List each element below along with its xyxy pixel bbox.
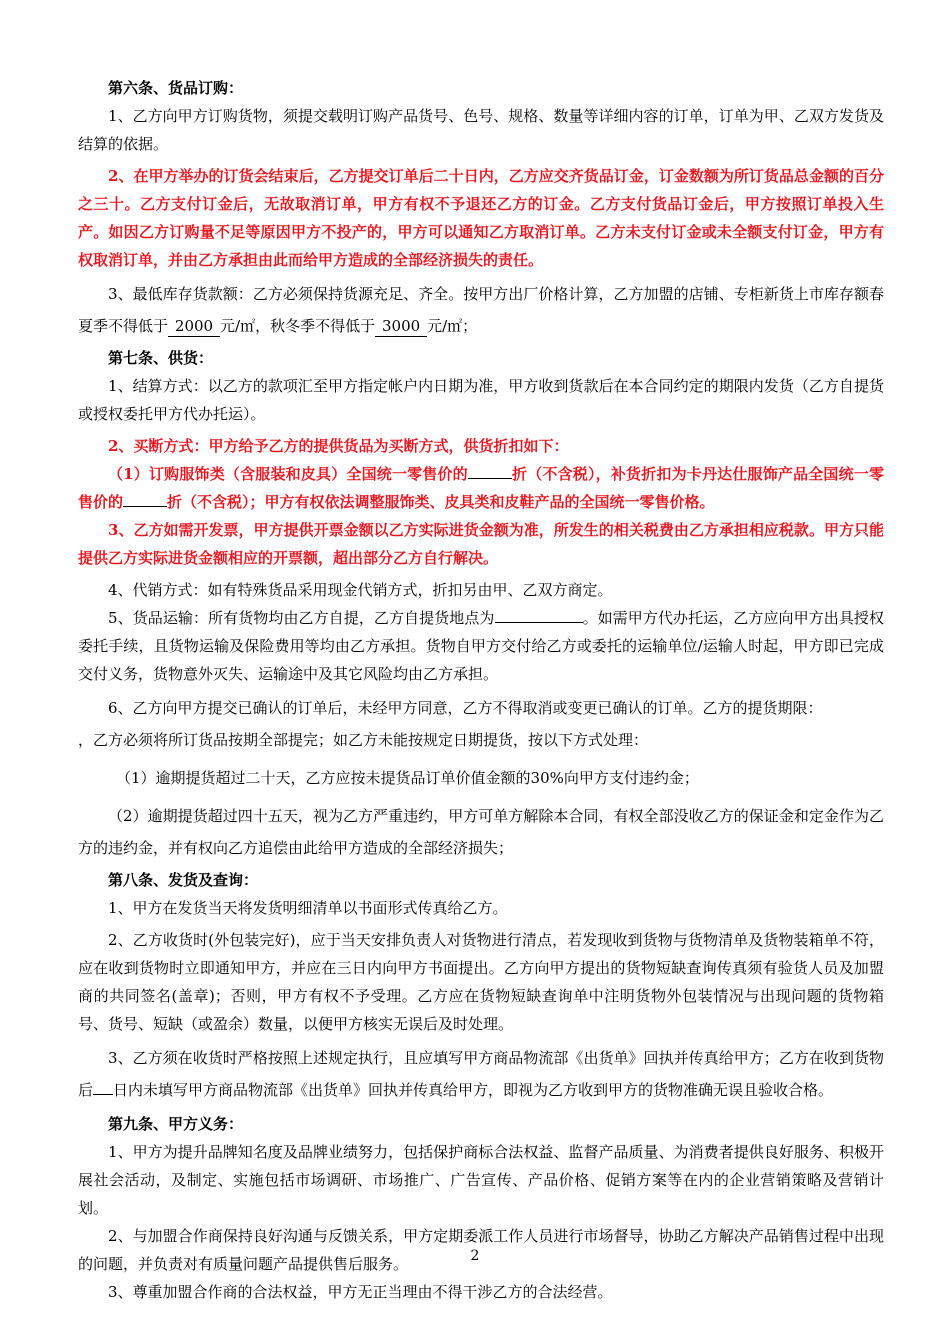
receipt-days-blank: [93, 1094, 113, 1095]
article-7-clause-2-item-1: [78, 460, 884, 516]
clause-text: 元/㎡；: [427, 317, 478, 335]
spring-summer-min-value: 2000: [168, 316, 220, 337]
article-7-clause-1: 1、结算方式：以乙方的款项汇至甲方指定帐户内日期为准，甲方收到货款后在本合同约定的期限内发货（乙方自提货或授权委托甲方代办托运）。: [78, 377, 884, 423]
page-number: 2: [470, 1248, 480, 1264]
article-6-title: 第六条、货品订购：: [108, 79, 244, 97]
article-6-clause-1: 1、乙方向甲方订购货物，须提交载明订购产品货号、色号、规格、数量等详细内容的订单，订单为甲、乙双方发货及结算的依据。: [78, 107, 884, 153]
article-8-clause-2: 2、乙方收货时(外包装完好)，应于当天安排负责人对货物进行清点，若发现收到货物与货物清单及货物装箱单不符，应在收到货物时立即通知甲方，并应在三日内向甲方书面提出。乙方向甲方提出的货物短缺查询传真须有验货人员及加盟商的共同签名(盖章)；否则，甲方有权不予受理。乙方应在货物短缺查询单中注明货物外包装情况与出现问题的货物箱号、货号、短缺（或盈余）数量，以便甲方核实无误后及时处理。: [78, 931, 884, 1033]
article-6-clause-2: 2、在甲方举办的订货会结束后，乙方提交订单后二十日内，乙方应交齐货品订金，订金数额为所订货品总金额的百分之三十。乙方支付订金后，无故取消订单，甲方有权不予退还乙方的订金。乙方支付货品订金后，甲方按照订单投入生产。如因乙方订购量不足等原因甲方不投产的，甲方可以通知乙方取消订单。乙方未支付订金或未全额支付订金，甲方有权取消订单，并由乙方承担由此而给甲方造成的全部经济损失的责任。: [78, 167, 884, 269]
article-8-clause-3: [78, 1042, 884, 1106]
article-7-clause-6-item-1: （1）逾期提货超过二十天，乙方应按未提货品订单价值金额的30%向甲方支付违约金；: [116, 769, 699, 787]
article-9-clause-3: 3、尊重加盟合作商的合法权益，甲方无正当理由不得干涉乙方的合法经营。: [108, 1283, 613, 1301]
pickup-location-blank: [495, 622, 583, 623]
article-7-clause-2: 2、买断方式：甲方给予乙方的提供货品为买断方式，供货折扣如下：: [108, 437, 569, 455]
article-9-title: 第九条、甲方义务：: [108, 1115, 244, 1133]
article-6-clause-3: [78, 278, 884, 342]
clause-text: （1）订购服饰类（含服装和皮具）全国统一零售价的: [108, 465, 468, 483]
article-7-clause-6-cont: ，乙方必须将所订货品按期全部提完；如乙方未能按规定日期提货，按以下方式处理：: [78, 731, 649, 749]
clause-text: 。如需甲方代办托运，乙方应向甲方出具授权委托手续，且货物运输及保险费用等均由乙方承担。货物自甲方交付给乙方或委托的运输单位/运输人时起，甲方即已完成交付义务，货物意外灭失、运输途中及其它风险均由乙方承担。: [78, 609, 884, 683]
article-8-title: 第八条、发货及查询：: [108, 871, 259, 889]
article-9-clause-2: 2、与加盟合作商保持良好沟通与反馈关系，甲方定期委派工作人员进行市场督导，协助乙方解决产品销售过程中出现的问题，并负责对有质量问题产品提供售后服务。: [78, 1227, 884, 1273]
clause-text: 5、货品运输：所有货物均由乙方自提，乙方自提货地点为: [108, 609, 495, 627]
autumn-winter-min-value: 3000: [375, 316, 427, 337]
clause-text: 折（不含税）；甲方有权依法调整服饰类、皮具类和皮鞋产品的全国统一零售价格。: [167, 493, 715, 511]
article-9-clause-1: 1、甲方为提升品牌知名度及品牌业绩努力，包括保护商标合法权益、监督产品质量、为消费者提供良好服务、积极开展社会活动，及制定、实施包括市场调研、市场推广、广告宣传、产品价格、促销方案等在内的企业营销策略及营销计划。: [78, 1143, 884, 1217]
clause-text: 日内未填写甲方商品物流部《出货单》回执并传真给甲方，即视为乙方收到甲方的货物准确无误且验收合格。: [113, 1081, 834, 1099]
clause-text: 元/㎡，秋冬季不得低于: [220, 317, 376, 335]
article-7-clause-3: 3、乙方如需开发票，甲方提供开票金额以乙方实际进货金额为准，所发生的相关税费由乙方承担相应税款。甲方只能提供乙方实际进货金额相应的开票额，超出部分乙方自行解决。: [78, 521, 884, 567]
clause-text: 折（不含税），补货折扣为卡丹达仕服饰产品全国统一零售价的: [78, 465, 884, 511]
order-discount-blank: [468, 478, 512, 479]
article-7-clause-4: 4、代销方式：如有特殊货品采用现金代销方式，折扣另由甲、乙双方商定。: [108, 581, 613, 599]
restock-discount-blank: [123, 506, 167, 507]
clause-text: 3、乙方须在收货时严格按照上述规定执行，且应填写甲方商品物流部《出货单》回执并传真给甲方；乙方在收到货物后: [78, 1049, 884, 1099]
article-7-title: 第七条、供货：: [108, 349, 214, 367]
article-7-clause-6-item-2: （2）逾期提货超过四十五天，视为乙方严重违约，甲方可单方解除本合同，有权全部没收乙方的保证金和定金作为乙方的违约金，并有权向乙方追偿由此给甲方造成的全部经济损失；: [78, 807, 884, 857]
contract-page: [78, 72, 884, 1306]
article-7-clause-6: 6、乙方向甲方提交已确认的订单后，未经甲方同意，乙方不得取消或变更已确认的订单。乙方的提货期限：: [108, 699, 823, 717]
clause-text: 3、最低库存货款额：乙方必须保持货源充足、齐全。按甲方出厂价格计算，乙方加盟的店铺、专柜新货上市库存额春夏季不得低于: [78, 285, 884, 335]
article-8-clause-1: 1、甲方在发货当天将发货明细清单以书面形式传真给乙方。: [108, 899, 508, 917]
article-7-clause-5: [78, 604, 884, 688]
